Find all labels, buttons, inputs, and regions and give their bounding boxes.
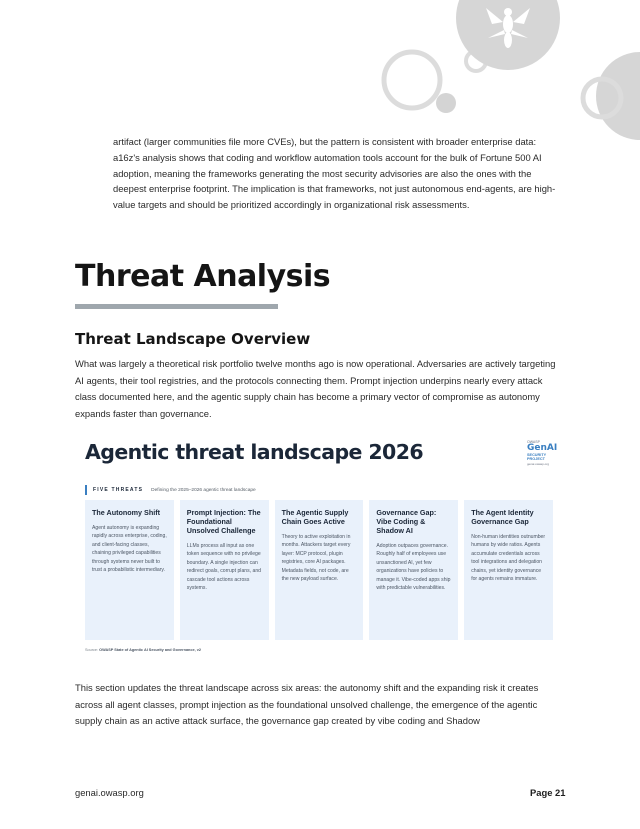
threat-card-prompt-injection bbox=[180, 500, 269, 640]
logo-genai-text: GenAI bbox=[527, 443, 558, 453]
card-body: Adoption outpaces governance. Roughly half of employees use unsanctioned AI, yet few organizations have policies to manage it. Vibe-coded apps ship with predictable vulnerabilities. bbox=[376, 543, 451, 592]
deco-dot bbox=[436, 93, 456, 113]
source-label: Source: bbox=[85, 648, 99, 652]
intro-paragraph: artifact (larger communities file more CVEs), but the pattern is consistent with broader enterprise data: a16z's analysis shows that coding and workflow automation tools account for the bulk of Fortune 500 AI adoption, meaning the frameworks generating the most security advisories are also the ones with the deepest enterprise footprint. The implication is that frameworks, not just autonomous end-agents, are high-value targets and should be prioritized accordingly in organizational risk assessments. bbox=[113, 136, 556, 211]
figure-source bbox=[85, 648, 201, 652]
subsection-title: Threat Landscape Overview bbox=[75, 330, 311, 348]
subtitle-key: FIVE THREATS bbox=[93, 487, 144, 493]
threat-card-governance-gap bbox=[369, 500, 458, 640]
threat-card-autonomy bbox=[85, 500, 174, 640]
section-title: Threat Analysis bbox=[75, 259, 331, 294]
card-body: Agent autonomy is expanding rapidly across enterprise, coding, and client-facing classes, chaining privileged capabilities through systems never built to trust a probabilistic intermediary. bbox=[92, 525, 167, 574]
deco-disc-right bbox=[596, 52, 640, 140]
paragraph-overview: What was largely a theoretical risk portfolio twelve months ago is now operational. Adversaries are actively targeting AI agents, their tool registries, and the protocols connecting them. Prompt injection underpins nearly every attack class documented here, and the agentic supply chain has become a primary vector of compromise as autonomy expands faster than governance. bbox=[75, 358, 556, 419]
card-body: Theory to active exploitation in months. Attackers target every layer: MCP protocol, plugin registries, core AI packages. Metadata fields, not code, are the new payload surface. bbox=[281, 534, 351, 583]
footer-site-link[interactable]: genai.owasp.org bbox=[75, 787, 144, 798]
footer-page-number: Page 21 bbox=[530, 787, 566, 798]
figure-subtitle bbox=[85, 485, 256, 495]
deco-ring-large bbox=[384, 52, 440, 108]
section-title-rule bbox=[75, 304, 278, 309]
card-body: LLMs process all input as one token sequence with no privilege boundary. A single injection can redirect goals, corrupt plans, and cascade tool actions across systems. bbox=[186, 543, 261, 592]
subtitle-description: Defining the 2025–2026 agentic threat landscape bbox=[151, 487, 256, 493]
threat-card-agent-identity bbox=[464, 500, 553, 640]
owasp-genai-logo bbox=[527, 440, 559, 466]
figure-title: Agentic threat landscape 2026 bbox=[85, 440, 424, 464]
source-text: OWASP State of Agentic AI Security and Governance, v2 bbox=[99, 648, 201, 652]
logo-owasp-text: OWASP bbox=[527, 440, 540, 444]
card-title: Governance Gap: Vibe Coding & Shadow AI bbox=[376, 508, 437, 535]
logo-security-text: SECURITY bbox=[527, 453, 547, 457]
threat-card-supply-chain bbox=[275, 500, 364, 640]
logo-project-text: PROJECT bbox=[527, 457, 545, 461]
logo-url-text: genai.owasp.org bbox=[527, 462, 550, 466]
threat-cards bbox=[85, 500, 553, 640]
card-title: The Agentic Supply Chain Goes Active bbox=[281, 508, 349, 526]
card-title: The Agent Identity Governance Gap bbox=[471, 508, 534, 526]
card-title: Prompt Injection: The Foundational Unsolved Challenge bbox=[186, 508, 261, 535]
paragraph-sections: This section updates the threat landscape across six areas: the autonomy shift and the expanding risk it creates across all agent classes, prompt injection as the foundational unsolved challenge, the emergence of the agentic supply chain as an active attack surface, the governance gap created by vibe coding and Shadow bbox=[75, 682, 539, 727]
subtitle-accent-bar bbox=[85, 485, 87, 495]
card-title: The Autonomy Shift bbox=[92, 508, 161, 517]
card-body: Non-human identities outnumber humans by wide ratios. Agents accumulate credentials across tool integrations and delegation chains, yet identity governance for agents remains immature. bbox=[471, 534, 546, 583]
threat-landscape-figure bbox=[75, 428, 565, 660]
